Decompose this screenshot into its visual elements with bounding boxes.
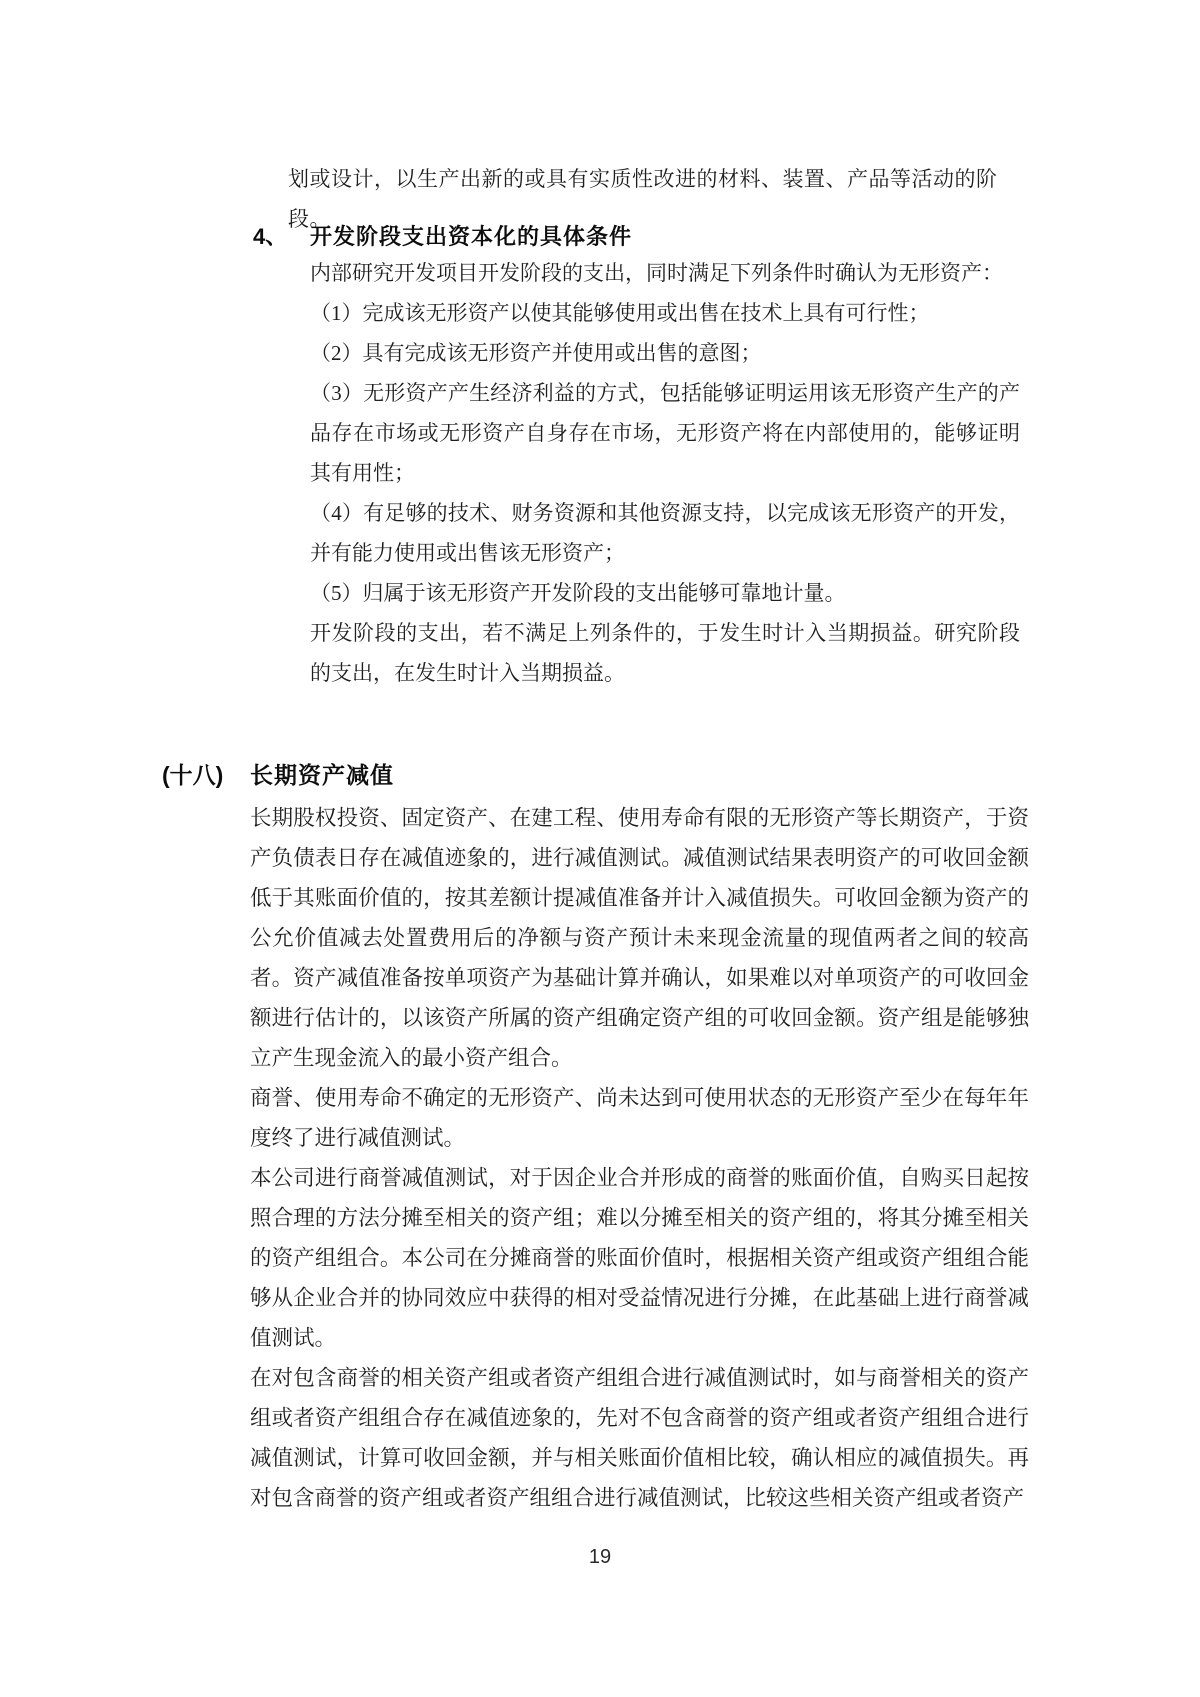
section-18-number: (十八): [162, 762, 224, 788]
section-18-heading: [162, 757, 394, 790]
section-4-heading: [253, 220, 632, 251]
section-4-paragraph: （2）具有完成该无形资产并使用或出售的意图；: [310, 341, 762, 365]
section-4-number: 4、: [253, 224, 288, 249]
section-4-body: [310, 253, 1020, 693]
section-4-paragraph: （5）归属于该无形资产开发阶段的支出能够可靠地计量。: [310, 581, 846, 605]
page-number: 19: [588, 1546, 612, 1568]
section-18-paragraph: 长期股权投资、固定资产、在建工程、使用寿命有限的无形资产等长期资产，于资产负债表日存在减值迹象的，进行减值测试。减值测试结果表明资产的可收回金额低于其账面价值的，按其差额计提减值准备并计入减值损失。可收回金额为资产的公允价值减去处置费用后的净额与资产预计未来现金流量的现值两者之间的较高者。资产减值准备按单项资产为基础计算并确认，如果难以对单项资产的可收回金额进行估计的，以该资产所属的资产组确定资产组的可收回金额。资产组是能够独立产生现金流入的最小资产组合。: [250, 806, 1029, 1070]
section-18-paragraph: 本公司进行商誉减值测试，对于因企业合并形成的商誉的账面价值，自购买日起按照合理的方法分摊至相关的资产组；难以分摊至相关的资产组的，将其分摊至相关的资产组组合。本公司在分摊商誉的账面价值时，根据相关资产组或资产组组合能够从企业合并的协同效应中获得的相对受益情况进行分摊，在此基础上进行商誉减值测试。: [250, 1166, 1029, 1350]
page-footer: [0, 1546, 1200, 1569]
section-4-paragraph: 内部研究开发项目开发阶段的支出，同时满足下列条件时确认为无形资产：: [310, 261, 1003, 285]
section-4-paragraph: 开发阶段的支出，若不满足上列条件的，于发生时计入当期损益。研究阶段的支出，在发生时计入当期损益。: [310, 621, 1020, 685]
section-4-paragraph: （3）无形资产产生经济利益的方式，包括能够证明运用该无形资产生产的产品存在市场或无形资产自身存在市场，无形资产将在内部使用的，能够证明其有用性；: [310, 381, 1020, 485]
section-18-body: [250, 798, 1029, 1518]
section-18-title: 长期资产减值: [250, 762, 394, 788]
section-18-paragraph: 在对包含商誉的相关资产组或者资产组组合进行减值测试时，如与商誉相关的资产组或者资产组组合存在减值迹象的，先对不包含商誉的资产组或者资产组组合进行减值测试，计算可收回金额，并与相关账面价值相比较，确认相应的减值损失。再对包含商誉的资产组或者资产组组合进行减值测试，比较这些相关资产组或者资产: [250, 1366, 1029, 1510]
section-4-paragraph: （4）有足够的技术、财务资源和其他资源支持，以完成该无形资产的开发，并有能力使用或出售该无形资产；: [310, 501, 1020, 565]
continuation-paragraph: 划或设计，以生产出新的或具有实质性改进的材料、装置、产品等活动的阶段。: [288, 167, 998, 231]
section-18-paragraph: 商誉、使用寿命不确定的无形资产、尚未达到可使用状态的无形资产至少在每年年度终了进行减值测试。: [250, 1086, 1029, 1150]
section-4-title: 开发阶段支出资本化的具体条件: [310, 224, 633, 249]
section-4-paragraph: （1）完成该无形资产以使其能够使用或出售在技术上具有可行性；: [310, 301, 930, 325]
